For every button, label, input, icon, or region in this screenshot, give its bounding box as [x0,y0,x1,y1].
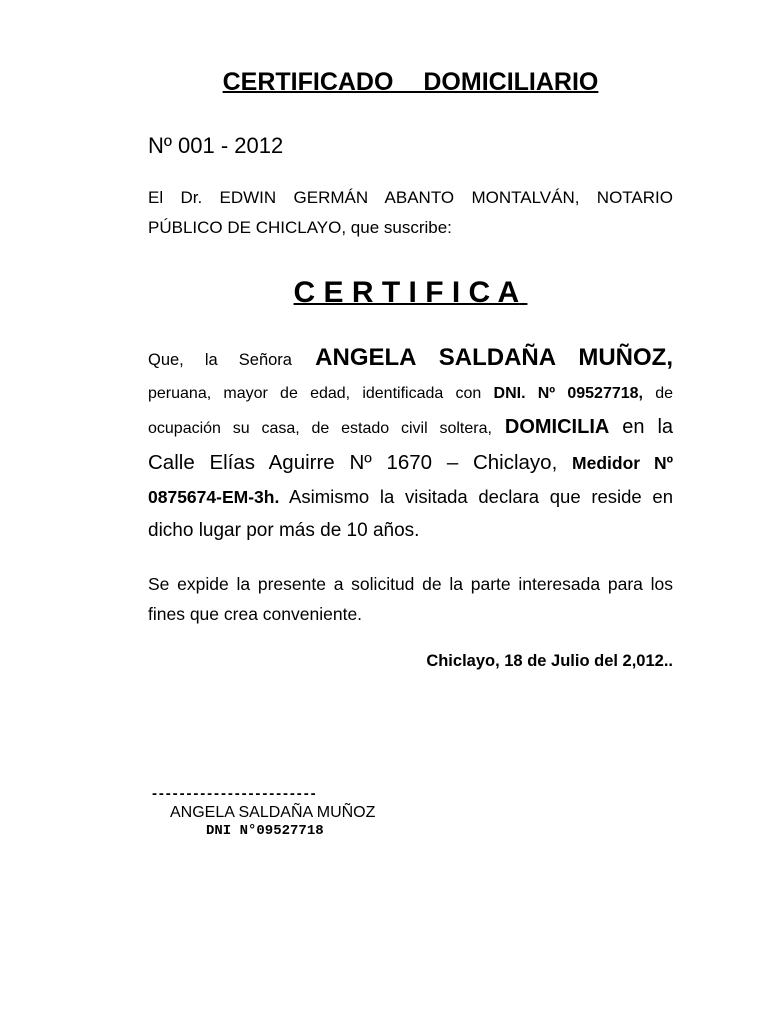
certifica-heading-text: C E R T I F I C A [293,276,520,309]
text-segment: ocupación su casa, de estado civil soltera, [148,420,492,437]
meter-number: 0875674-EM-3h. [148,487,280,507]
body-line [148,343,673,373]
text-segment: peruana, mayor de edad, identificada con [148,385,482,402]
body-line [148,448,673,478]
closing-line: Se expide la presente a solicitud de la parte interesada para los [148,574,673,594]
certifica-heading [148,278,673,308]
text-segment: Que, la Señora [148,351,292,369]
body-line [148,482,673,512]
body-line [148,379,673,409]
text-segment: Asimismo la visitada declara que reside en [289,486,673,507]
intro-line: PÚBLICO DE CHICLAYO, que suscribe: [148,218,452,237]
certificate-number: Nº 001 - 2012 [148,133,284,158]
dni-number: DNI. Nº 09527718, [493,385,643,402]
address-text: Calle Elías Aguirre Nº 1670 – Chiclayo, [148,451,558,474]
text-segment: en la [622,416,674,438]
intro-line: El Dr. EDWIN GERMÁN ABANTO MONTALVÁN, NOTARIO [148,188,673,207]
person-name: ANGELA SALDAÑA MUÑOZ, [315,344,674,371]
domicilia-keyword: DOMICILIA [504,416,610,438]
body-line [148,412,673,442]
closing-line: fines que crea conveniente. [148,604,363,624]
text-segment: de [655,385,673,402]
place-date: Chiclayo, 18 de Julio del 2,012.. [426,652,673,670]
meter-label: Medidor Nº [572,453,673,473]
document-title: CERTIFICADO DOMICILIARIO [222,68,599,96]
signatory-name: ANGELA SALDAÑA MUÑOZ [170,804,376,821]
signature-line: ------------------------ [152,785,318,802]
body-line: dicho lugar por más de 10 años. [148,520,420,541]
signatory-dni: DNI N°09527718 [206,823,324,839]
